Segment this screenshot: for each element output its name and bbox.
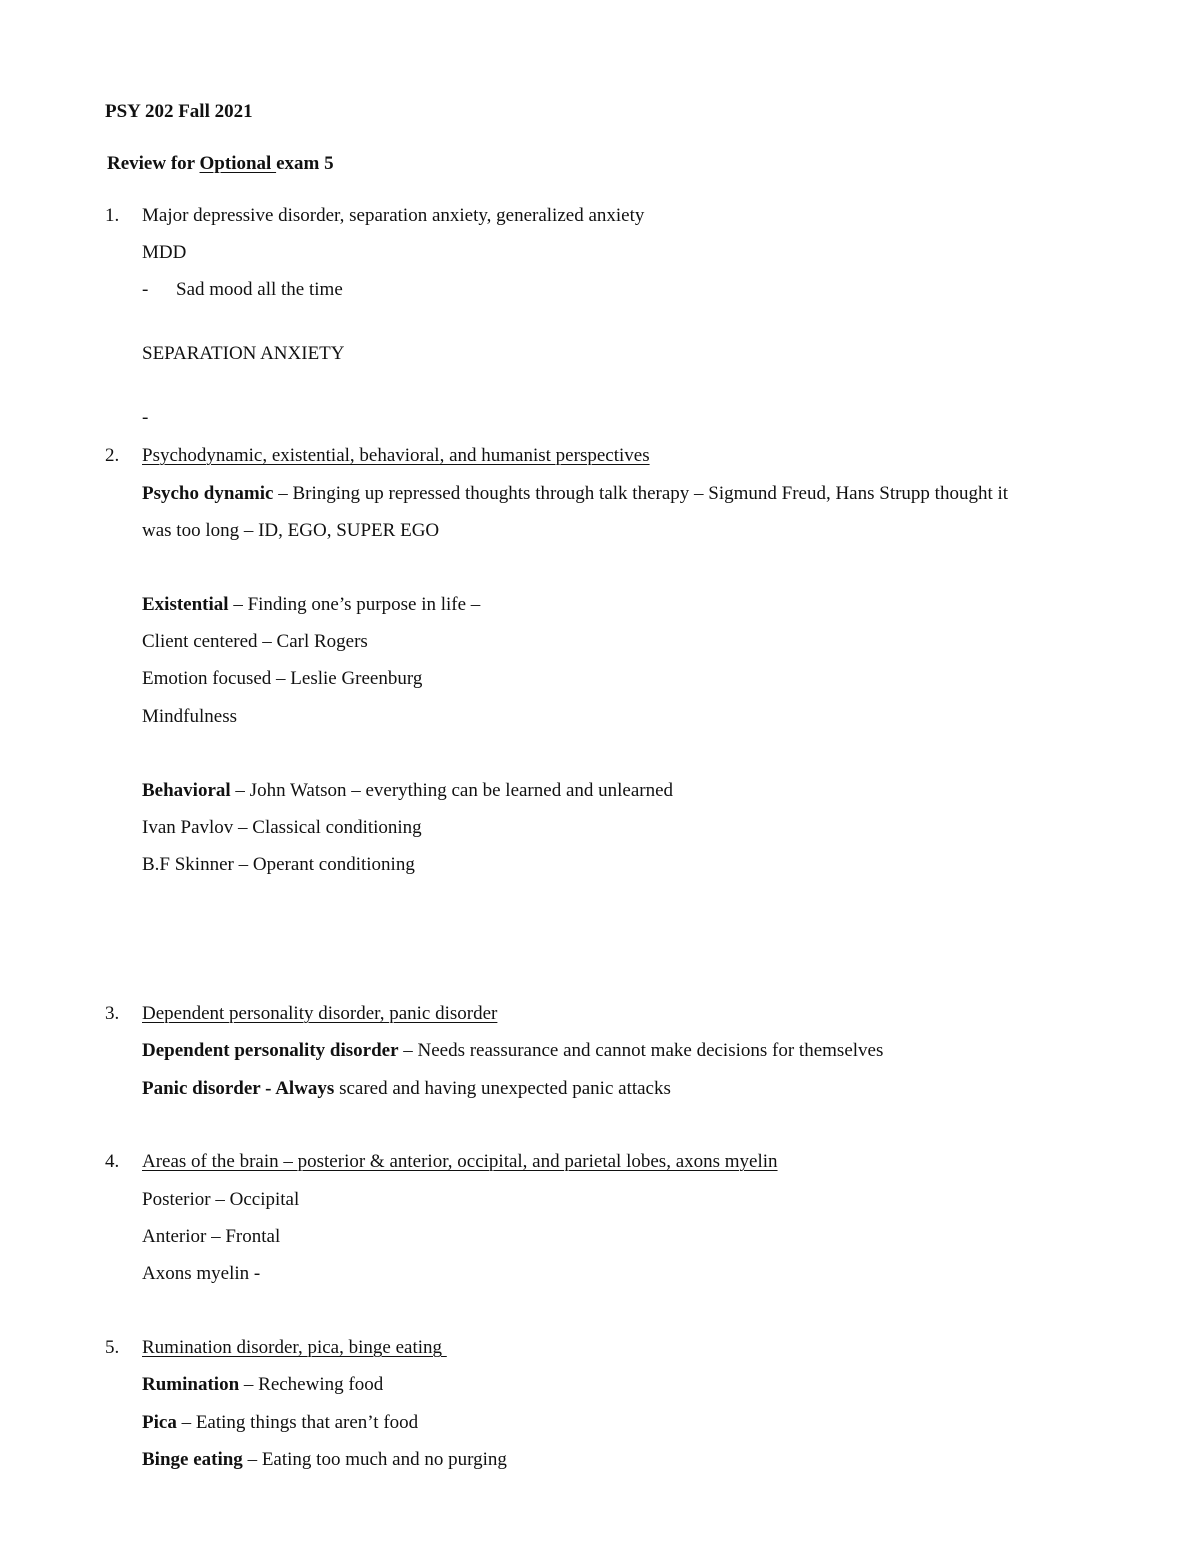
item-number: 4.	[105, 1151, 120, 1172]
rumination-label: Rumination	[142, 1374, 240, 1395]
item-number: 1.	[105, 205, 120, 226]
pica-label: Pica	[142, 1412, 177, 1433]
item-number: 3.	[105, 1003, 120, 1024]
item-heading: Major depressive disorder, separation anxiety, generalized anxiety	[142, 205, 645, 226]
dependent-text: – Needs reassurance and cannot make decisions for themselves	[398, 1040, 884, 1061]
anterior-line: Anterior – Frontal	[142, 1226, 281, 1247]
existential-text: – Finding one’s purpose in life –	[228, 594, 481, 615]
panic-label: Panic disorder	[142, 1078, 261, 1099]
review-heading	[107, 152, 334, 176]
behavioral-label: Behavioral	[142, 780, 231, 801]
panic-text: scared and having unexpected panic attacks	[334, 1078, 671, 1099]
item-heading: Rumination disorder, pica, binge eating	[142, 1337, 447, 1358]
axons-line: Axons myelin -	[142, 1263, 261, 1284]
existential-line	[142, 593, 480, 617]
item-heading: Psychodynamic, existential, behavioral, and humanist perspectives	[142, 445, 650, 466]
panic-always: Always	[275, 1078, 335, 1099]
skinner-line: B.F Skinner – Operant conditioning	[142, 854, 415, 875]
rumination-text: – Rechewing food	[239, 1374, 384, 1395]
item-number: 5.	[105, 1337, 120, 1358]
client-centered-line: Client centered – Carl Rogers	[142, 631, 368, 652]
panic-line	[142, 1077, 671, 1101]
separation-anxiety-label: SEPARATION ANXIETY	[142, 343, 345, 364]
mdd-point: Sad mood all the time	[176, 279, 343, 300]
bullet-dash: -	[142, 407, 149, 428]
behavioral-line	[142, 779, 673, 803]
psychodynamic-line	[142, 482, 1008, 506]
item-heading: Dependent personality disorder, panic disorder	[142, 1003, 498, 1024]
dependent-line	[142, 1039, 883, 1063]
emotion-focused-line: Emotion focused – Leslie Greenburg	[142, 668, 423, 689]
binge-label: Binge eating	[142, 1449, 243, 1470]
review-prefix: Review for	[107, 153, 200, 174]
posterior-line: Posterior – Occipital	[142, 1189, 300, 1210]
mdd-label: MDD	[142, 242, 187, 263]
rumination-line	[142, 1373, 383, 1397]
bullet-dash: -	[142, 279, 149, 300]
psychodynamic-text-cont: was too long – ID, EGO, SUPER EGO	[142, 520, 440, 541]
pica-line	[142, 1411, 418, 1435]
review-optional: Optional	[199, 153, 277, 174]
pavlov-line: Ivan Pavlov – Classical conditioning	[142, 817, 422, 838]
existential-label: Existential	[142, 594, 229, 615]
psychodynamic-label: Psycho dynamic	[142, 483, 274, 504]
pica-text: – Eating things that aren’t food	[176, 1412, 419, 1433]
document-title: PSY 202 Fall 2021	[105, 101, 253, 122]
mindfulness-line: Mindfulness	[142, 706, 237, 727]
binge-text: – Eating too much and no purging	[242, 1449, 507, 1470]
panic-separator: -	[260, 1078, 276, 1099]
item-heading: Areas of the brain – posterior & anterior, occipital, and parietal lobes, axons myelin	[142, 1151, 778, 1172]
review-suffix: exam 5	[276, 153, 334, 174]
psychodynamic-text: – Bringing up repressed thoughts through talk therapy – Sigmund Freud, Hans Strupp thought it	[273, 483, 1009, 504]
dependent-label: Dependent personality disorder	[142, 1040, 399, 1061]
item-number: 2.	[105, 445, 120, 466]
behavioral-text: – John Watson – everything can be learned and unlearned	[230, 780, 674, 801]
binge-line	[142, 1448, 507, 1472]
